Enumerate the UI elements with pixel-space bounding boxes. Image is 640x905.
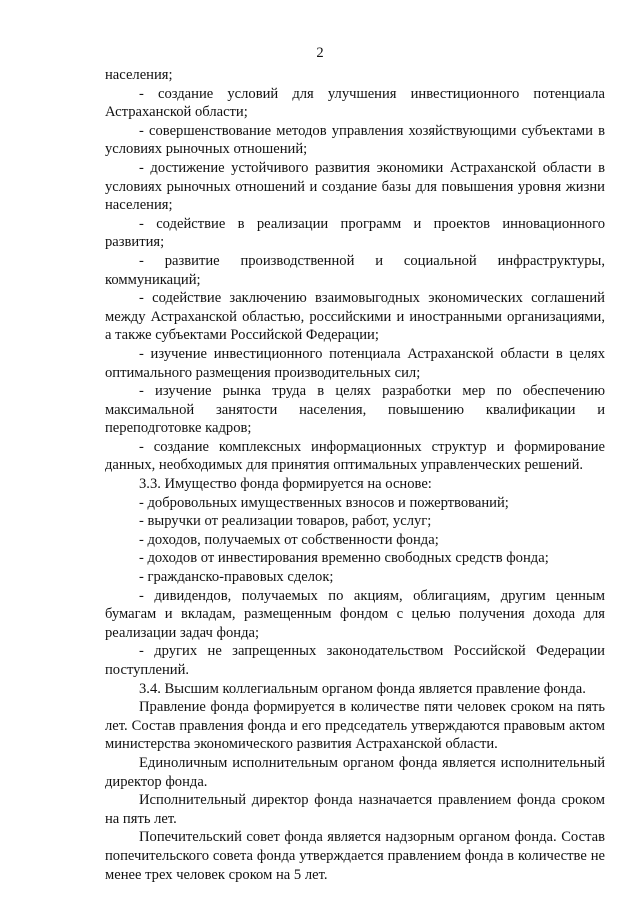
- page-number: 2: [316, 45, 324, 61]
- paragraph: населения;: [105, 67, 173, 83]
- paragraph: - выручки от реализации товаров, работ, услуг;: [139, 513, 432, 530]
- paragraph: - изучение инвестиционного потенциала Астраханской области в целях оптимального размещения производительных сил;: [105, 345, 605, 381]
- paragraph: - изучение рынка труда в целях разработки мер по обеспечению максимальной занятости населения, повышению квалификации и переподготовке кадров;: [105, 383, 605, 437]
- paragraph: - содействие заключению взаимовыгодных экономических соглашений между Астраханской областью, российскими и иностранными организациями, а также субъектами Российской Федерации;: [105, 290, 605, 344]
- paragraph: Попечительский совет фонда является надзорным органом фонда. Состав попечительского совета фонда утверждается правлением фонда в количестве не менее трех человек сроком на 5 лет.: [105, 829, 605, 883]
- paragraph: - достижение устойчивого развития экономики Астраханской области в условиях рыночных отношений и создание базы для повышения уровня жизни населения;: [105, 159, 605, 214]
- paragraph: 3.3. Имущество фонда формируется на основе:: [139, 476, 432, 493]
- paragraph: Исполнительный директор фонда назначается правлением фонда сроком на пять лет.: [105, 792, 605, 827]
- paragraph: - доходов, получаемых от собственности фонда;: [139, 531, 439, 548]
- paragraph: - доходов от инвестирования временно свободных средств фонда;: [139, 550, 549, 567]
- paragraph: 3.4. Высшим коллегиальным органом фонда является правление фонда.: [139, 680, 586, 697]
- paragraph: - добровольных имущественных взносов и пожертвований;: [139, 494, 509, 511]
- paragraph: - содействие в реализации программ и проектов инновационного развития;: [105, 215, 605, 251]
- paragraph: - развитие производственной и социальной инфраструктуры, коммуникаций;: [105, 252, 605, 288]
- paragraph: Правление фонда формируется в количестве пяти человек сроком на пять лет. Состав правления фонда и его председатель утверждаются правовым актом министерства экономического развития Астраханской области.: [105, 699, 605, 753]
- paragraph: - гражданско-правовых сделок;: [139, 569, 334, 586]
- paragraph: - других не запрещенных законодательством Российской Федерации поступлений.: [105, 643, 605, 678]
- paragraph: - совершенствование методов управления хозяйствующими субъектами в условиях рыночных отношений;: [105, 122, 605, 158]
- paragraph: Единоличным исполнительным органом фонда является исполнительный директор фонда.: [105, 754, 605, 790]
- document-body: [105, 66, 605, 884]
- paragraph: - создание комплексных информационных структур и формирование данных, необходимых для принятия оптимальных управленческих решений.: [105, 438, 605, 474]
- paragraph: - дивидендов, получаемых по акциям, облигациям, другим ценным бумагам и вкладам, размещенным фондом с целью получения дохода для реализации задач фонда;: [105, 587, 605, 641]
- paragraph: - создание условий для улучшения инвестиционного потенциала Астраханской области;: [105, 85, 605, 121]
